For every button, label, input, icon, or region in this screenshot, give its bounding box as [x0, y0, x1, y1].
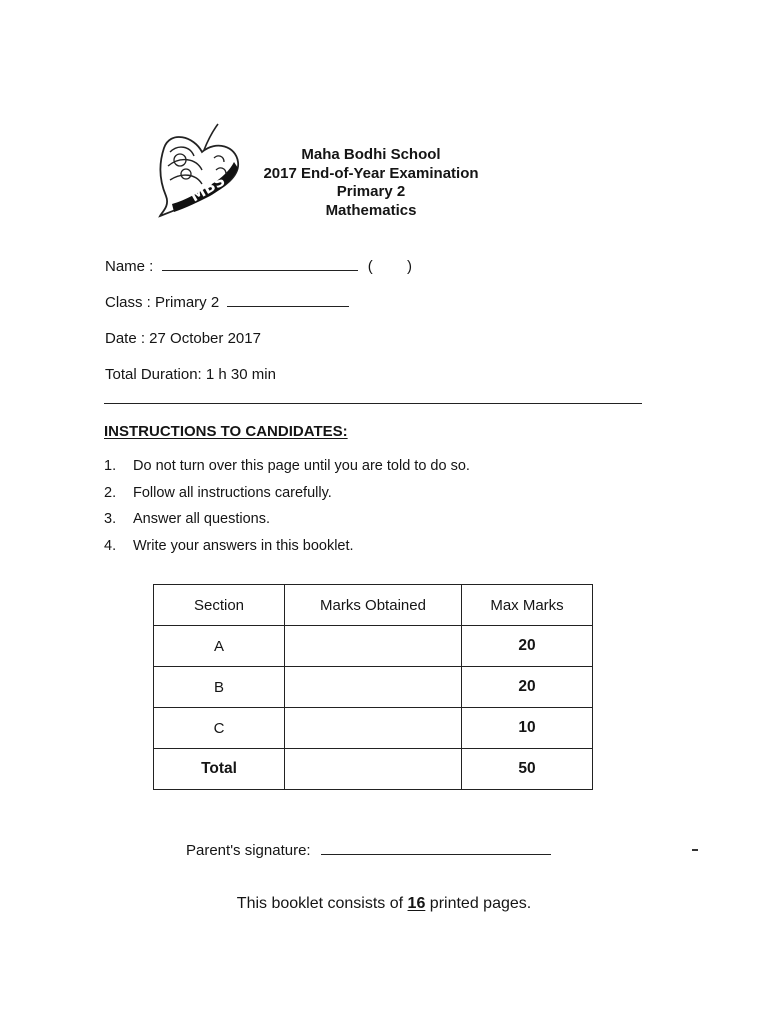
- table-row: [154, 708, 593, 749]
- marks-obtained-cell[interactable]: [285, 667, 462, 708]
- list-item: [104, 538, 470, 565]
- section-cell: B: [154, 667, 285, 708]
- class-label: Class : Primary 2: [105, 294, 220, 311]
- scan-speck: [692, 849, 698, 851]
- list-item-text: Write your answers in this booklet.: [133, 537, 354, 554]
- table-header-row: [154, 585, 593, 626]
- instructions-list: [104, 458, 470, 564]
- page-count-suffix: printed pages.: [429, 895, 532, 912]
- exam-title: 2017 End-of-Year Examination: [263, 164, 479, 182]
- class-field: [105, 294, 349, 311]
- name-input-line[interactable]: [162, 269, 358, 271]
- list-item-text: Do not turn over this page until you are told to do so.: [133, 458, 470, 474]
- section-cell: C: [154, 708, 285, 749]
- section-cell: A: [154, 626, 285, 667]
- school-name: Maha Bodhi School: [301, 146, 441, 163]
- max-marks-cell: 20: [462, 626, 593, 667]
- name-label: Name :: [105, 258, 154, 275]
- total-label-cell: Total: [154, 749, 285, 790]
- total-obtained-cell[interactable]: [285, 749, 462, 790]
- exam-subject: Mathematics: [325, 201, 417, 219]
- list-item-text: Answer all questions.: [133, 511, 271, 527]
- header-max-marks: Max Marks: [462, 585, 593, 626]
- max-marks-cell: 20: [462, 667, 593, 708]
- list-item: [104, 511, 470, 538]
- table-total-row: [154, 749, 593, 790]
- instructions-heading: INSTRUCTIONS TO CANDIDATES:: [104, 423, 348, 440]
- list-item: [104, 458, 470, 485]
- marks-obtained-cell[interactable]: [285, 708, 462, 749]
- parent-signature-field: [186, 842, 551, 859]
- table-row: [154, 626, 593, 667]
- signature-label: Parent's signature:: [186, 842, 311, 859]
- class-input-line[interactable]: [227, 305, 349, 307]
- school-logo-icon: [156, 122, 246, 218]
- list-item-number: 4.: [104, 537, 117, 554]
- name-field: [105, 258, 412, 275]
- list-item-number: 2.: [104, 484, 117, 501]
- date-field: Date : 27 October 2017: [105, 330, 261, 347]
- header-marks-obtained: Marks Obtained: [285, 585, 462, 626]
- list-item-number: 1.: [104, 458, 117, 474]
- list-item-number: 3.: [104, 511, 117, 527]
- list-item: [104, 485, 470, 512]
- duration-field: Total Duration: 1 h 30 min: [105, 366, 276, 383]
- exam-level: Primary 2: [336, 183, 406, 200]
- index-paren-open: (: [367, 258, 373, 275]
- table-row: [154, 667, 593, 708]
- marks-table: [153, 584, 593, 790]
- page-count-number: 16: [407, 895, 426, 912]
- svg-text:MBS: MBS: [187, 171, 229, 206]
- exam-header: [240, 146, 502, 220]
- signature-input-line[interactable]: [321, 853, 551, 855]
- marks-obtained-cell[interactable]: [285, 626, 462, 667]
- index-paren-close: ): [407, 258, 413, 275]
- page-count-note: [0, 895, 768, 913]
- max-marks-cell: 10: [462, 708, 593, 749]
- total-max-cell: 50: [462, 749, 593, 790]
- list-item-text: Follow all instructions carefully.: [133, 484, 332, 501]
- divider: [104, 403, 642, 404]
- page-count-prefix: This booklet consists of: [236, 895, 404, 912]
- header-section: Section: [154, 585, 285, 626]
